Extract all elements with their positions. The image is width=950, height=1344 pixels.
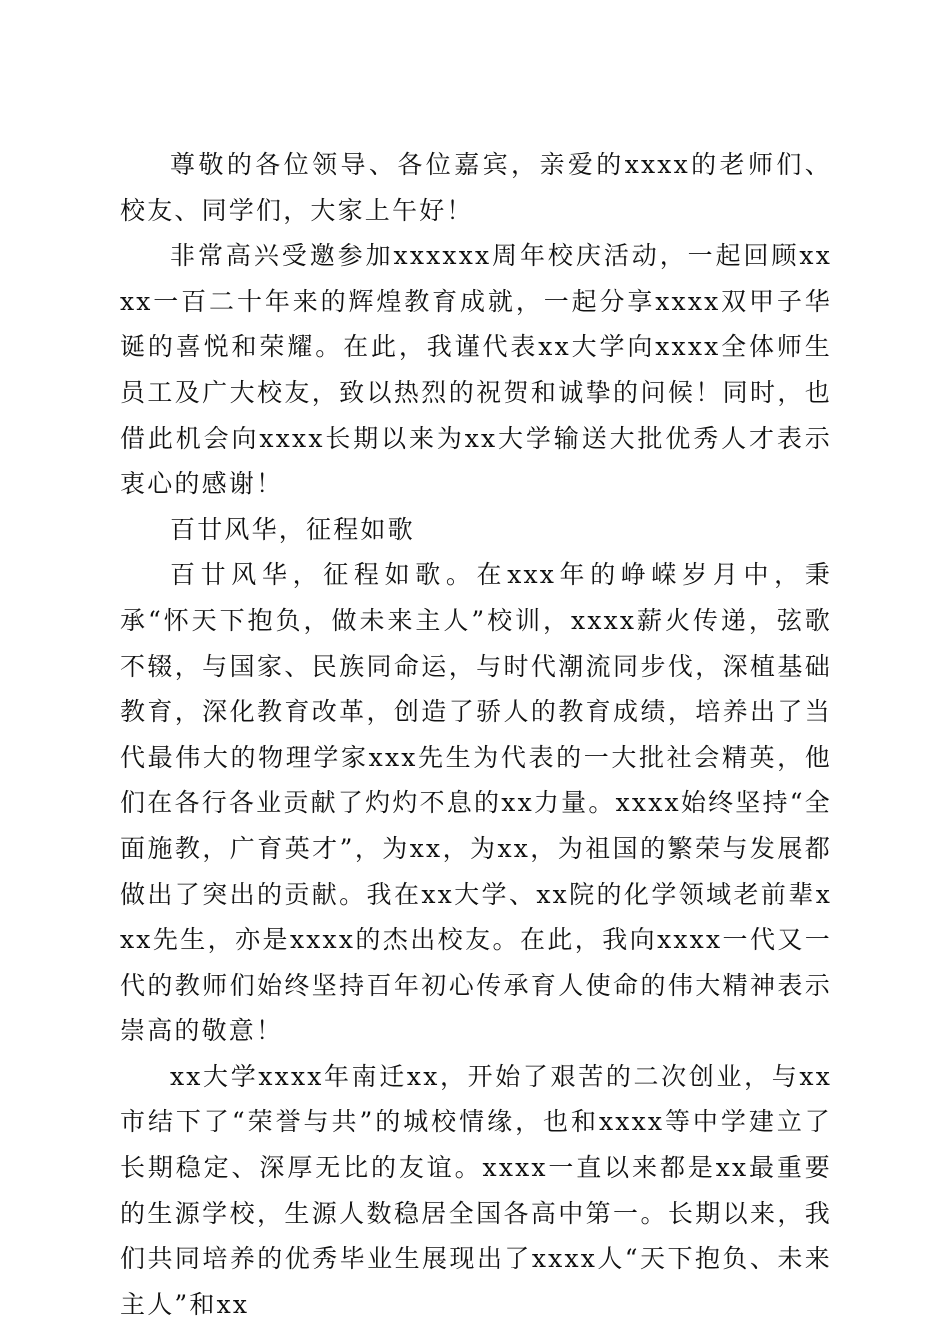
section-heading: 百廿风华，征程如歌: [170, 514, 415, 544]
greeting-paragraph: 尊敬的各位领导、各位嘉宾，亲爱的xxxx的老师们、校友、同学们，大家上午好！: [120, 150, 832, 225]
opening-paragraph: 非常高兴受邀参加xxxxxx周年校庆活动，一起回顾xxxx一百二十年来的辉煌教育成就，一起分享xxxx双甲子华诞的喜悦和荣耀。在此，我谨代表xx大学向xxxx全体师生员工及广大校友，致以热烈的祝贺和诚挚的问候！同时，也借此机会向xxxx长期以来为xx大学输送大批优秀人才表示衷心的感谢！: [120, 241, 832, 499]
document-body: [120, 142, 832, 1327]
history-paragraph: 百廿风华，征程如歌。在xxx年的峥嵘岁月中，秉承“怀天下抱负，做未来主人”校训，xxxx薪火传递，弦歌不辍，与国家、民族同命运，与时代潮流同步伐，深植基础教育，深化教育改革，创造了骄人的教育成绩，培养出了当代最伟大的物理学家xxx先生为代表的一大批社会精英，他们在各行各业贡献了灼灼不息的xx力量。xxxx始终坚持“全面施教，广育英才”，为xx，为xx，为祖国的繁荣与发展都做出了突出的贡献。我在xx大学、xx院的化学领域老前辈xxx先生，亦是xxxx的杰出校友。在此，我向xxxx一代又一代的教师们始终坚持百年初心传承育人使命的伟大精神表示崇高的敬意！: [120, 560, 832, 1046]
relationship-paragraph: xx大学xxxx年南迁xx，开始了艰苦的二次创业，与xx市结下了“荣誉与共”的城校情缘，也和xxxx等中学建立了长期稳定、深厚无比的友谊。xxxx一直以来都是xx最重要的生源学校，生源人数稳居全国各高中第一。长期以来，我们共同培养的优秀毕业生展现出了xxxx人“天下抱负、未来主人”和xx: [120, 1061, 832, 1319]
